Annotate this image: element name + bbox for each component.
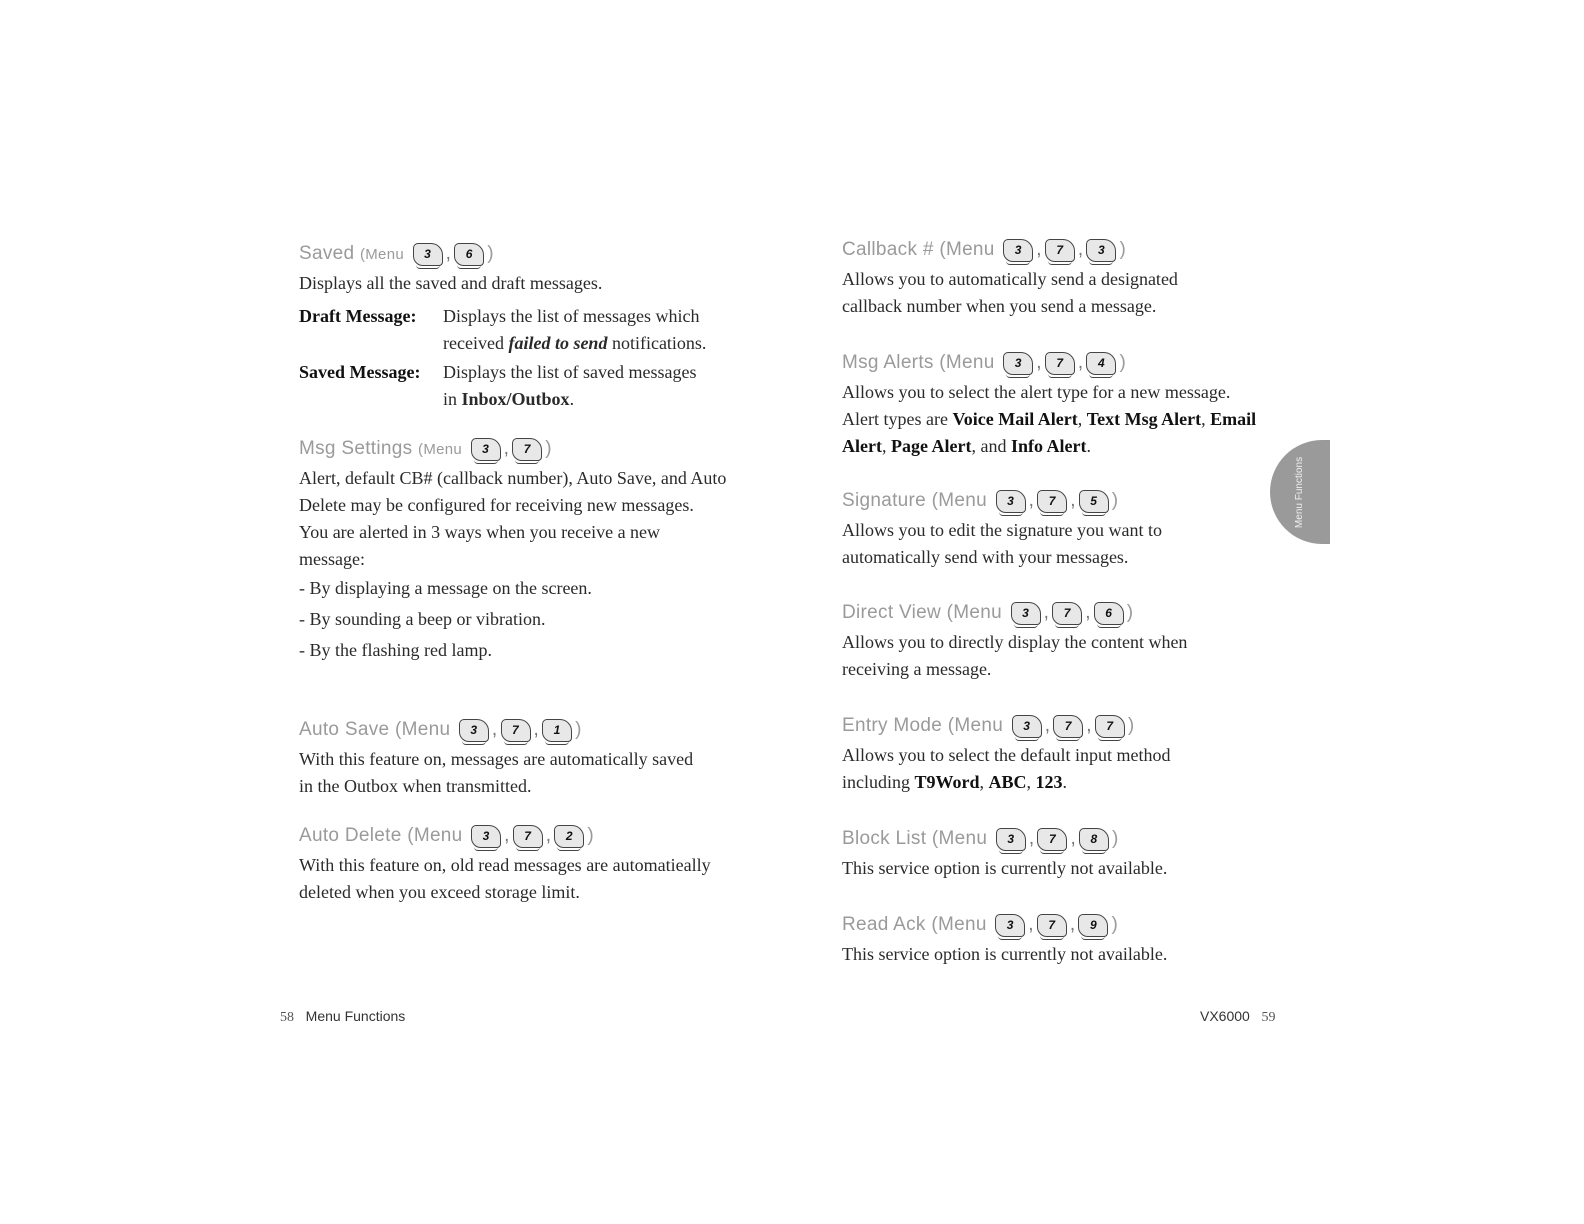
key-7-icon: 7 (512, 438, 542, 461)
callback-heading: Callback # (Menu 3 , 7 , 3 ) (842, 239, 1127, 260)
key-2-icon: 2 (554, 825, 584, 848)
key-7-icon: 7 (513, 825, 543, 848)
msg-alerts-section (842, 347, 1272, 460)
key-3-icon: 3 (471, 825, 501, 848)
footer-label: Menu Functions (305, 1008, 406, 1024)
msg-settings-heading: Msg Settings (Menu 3 , 7 ) (299, 438, 552, 459)
key-7-icon: 7 (1037, 490, 1067, 513)
entry-mode-section (842, 710, 1272, 796)
draft-message-row (299, 303, 729, 357)
key-4-icon: 4 (1086, 352, 1116, 375)
key-3-icon: 3 (1003, 352, 1033, 375)
entry-mode-heading: Entry Mode (Menu 3 , 7 , 7 ) (842, 715, 1135, 736)
key-3-icon: 3 (996, 828, 1026, 851)
signature-heading: Signature (Menu 3 , 7 , 5 ) (842, 490, 1119, 511)
auto-delete-p1: With this feature on, old read messages are automatieally deleted when you exceed storage limit. (299, 855, 711, 902)
key-9-icon: 9 (1078, 914, 1108, 937)
close-paren: ) (1119, 352, 1127, 373)
saved-description: Displays all the saved and draft messages. (299, 273, 603, 293)
draft-message-desc: Displays the list of messages which received failed to send notifications. (443, 306, 707, 353)
menu-word: (Menu (939, 239, 995, 260)
entry-mode-title: Entry Mode (842, 715, 943, 736)
key-6-icon: 6 (1094, 602, 1124, 625)
block-list-section (842, 823, 1272, 882)
alert-type: Text Msg Alert (1086, 409, 1202, 429)
msg-settings-p1: Alert, default CB# (callback number), Auto Save, and Auto Delete may be configured for receiving new messages. (299, 468, 727, 515)
input-method: T9Word (914, 772, 980, 792)
bullet-item: - By displaying a message on the screen. (299, 578, 592, 598)
menu-word: (Menu (946, 602, 1002, 623)
side-tab (1270, 440, 1330, 544)
side-tab-label: Menu Functions (1294, 456, 1306, 528)
read-ack-heading: Read Ack (Menu 3 , 7 , 9 ) (842, 914, 1119, 935)
block-list-title: Block List (842, 828, 927, 849)
menu-word: (Menu (407, 825, 463, 846)
close-paren: ) (1127, 715, 1135, 736)
right-footer (1200, 1008, 1276, 1026)
key-5-icon: 5 (1079, 490, 1109, 513)
menu-word: (Menu (359, 245, 404, 263)
callback-section (842, 234, 1272, 320)
entry-mode-p1: Allows you to select the default input method including T9Word, ABC, 123. (842, 745, 1171, 792)
key-3-icon: 3 (471, 438, 501, 461)
saved-heading: Saved (Menu 3 , 6 ) (299, 243, 494, 264)
saved-message-desc: Displays the list of saved messages in Inbox/Outbox. (443, 362, 697, 409)
key-3-icon: 3 (1086, 239, 1116, 262)
menu-word: (Menu (931, 490, 987, 511)
callback-p1: Allows you to automatically send a designated callback number when you send a message. (842, 269, 1178, 316)
key-6-icon: 6 (454, 243, 484, 266)
key-3-icon: 3 (1003, 239, 1033, 262)
signature-p1: Allows you to edit the signature you want to automatically send with your messages. (842, 520, 1162, 567)
saved-title: Saved (299, 243, 355, 264)
menu-word: (Menu (931, 828, 988, 849)
auto-delete-section (299, 820, 729, 906)
key-7-icon: 7 (1045, 352, 1075, 375)
msg-alerts-p1: Allows you to select the alert type for a new message. Alert types are Voice Mail Alert, Text Msg Alert, Email Alert, Page Alert, and Info Alert. (842, 382, 1257, 456)
callback-title: Callback # (842, 239, 934, 260)
input-method: ABC (988, 772, 1027, 792)
saved-message-row (299, 359, 729, 413)
left-footer (280, 1008, 405, 1026)
key-7-icon: 7 (1045, 239, 1075, 262)
alert-type: Voice Mail Alert (952, 409, 1078, 429)
read-ack-p1: This service option is currently not available. (842, 944, 1168, 964)
key-3-icon: 3 (995, 914, 1025, 937)
key-7-icon: 7 (1037, 914, 1067, 937)
key-8-icon: 8 (1079, 828, 1109, 851)
alert-type: Email Alert (842, 409, 1257, 456)
key-3-icon: 3 (459, 719, 489, 742)
block-list-heading: Block List (Menu 3 , 7 , 8 ) (842, 828, 1119, 849)
alert-type: Info Alert (1010, 436, 1087, 456)
direct-view-heading: Direct View (Menu 3 , 7 , 6 ) (842, 602, 1134, 623)
msg-alerts-heading: Msg Alerts (Menu 3 , 7 , 4 ) (842, 352, 1127, 373)
key-1-icon: 1 (542, 719, 572, 742)
saved-message-term: Saved Message: (299, 362, 421, 382)
saved-definitions (299, 303, 729, 413)
close-paren: ) (545, 438, 552, 459)
msg-alerts-title: Msg Alerts (842, 352, 934, 373)
key-7-icon: 7 (1095, 715, 1125, 738)
draft-message-term: Draft Message: (299, 306, 417, 326)
auto-delete-heading: Auto Delete (Menu 3 , 7 , 2 ) (299, 825, 594, 846)
direct-view-p1: Allows you to directly display the content when receiving a message. (842, 632, 1188, 679)
inbox-outbox-text: Inbox/Outbox (461, 389, 570, 409)
bullet-item: - By sounding a beep or vibration. (299, 609, 546, 629)
close-paren: ) (1126, 602, 1134, 623)
menu-word: (Menu (394, 719, 451, 740)
page-number: 58 (280, 1010, 294, 1025)
close-paren: ) (575, 719, 582, 740)
auto-save-heading: Auto Save (Menu 3 , 7 , 1 ) (299, 719, 582, 740)
menu-word: (Menu (418, 440, 463, 458)
close-paren: ) (1111, 490, 1119, 511)
key-3-icon: 3 (1012, 715, 1042, 738)
direct-view-section (842, 597, 1272, 683)
menu-word: (Menu (931, 914, 987, 935)
key-3-icon: 3 (413, 243, 443, 266)
block-list-p1: This service option is currently not available. (842, 858, 1168, 878)
key-7-icon: 7 (1037, 828, 1067, 851)
close-paren: ) (487, 243, 494, 264)
key-3-icon: 3 (996, 490, 1026, 513)
auto-delete-title: Auto Delete (299, 825, 402, 846)
menu-word: (Menu (947, 715, 1004, 736)
bullet-item: - By the flashing red lamp. (299, 640, 492, 660)
close-paren: ) (587, 825, 594, 846)
alert-type: Page Alert (890, 436, 972, 456)
auto-save-section (299, 714, 729, 800)
msg-settings-p2: You are alerted in 3 ways when you receive a new message: (299, 522, 661, 569)
read-ack-title: Read Ack (842, 914, 926, 935)
close-paren: ) (1111, 914, 1119, 935)
input-method: 123 (1035, 772, 1063, 792)
auto-save-p1: With this feature on, messages are automatically saved in the Outbox when transmitted. (299, 749, 694, 796)
key-7-icon: 7 (501, 719, 531, 742)
read-ack-section (842, 909, 1272, 968)
signature-title: Signature (842, 490, 927, 511)
key-3-icon: 3 (1011, 602, 1041, 625)
key-7-icon: 7 (1053, 715, 1083, 738)
key-7-icon: 7 (1052, 602, 1082, 625)
footer-label: VX6000 (1200, 1008, 1250, 1024)
signature-section (842, 485, 1272, 571)
direct-view-title: Direct View (842, 602, 942, 623)
msg-settings-section (299, 433, 729, 666)
auto-save-title: Auto Save (299, 719, 390, 740)
menu-word: (Menu (939, 352, 995, 373)
page-number: 59 (1261, 1010, 1276, 1025)
saved-section (299, 238, 729, 415)
close-paren: ) (1112, 828, 1119, 849)
msg-settings-title: Msg Settings (299, 438, 413, 459)
close-paren: ) (1119, 239, 1127, 260)
failed-to-send-text: failed to send (508, 333, 608, 353)
